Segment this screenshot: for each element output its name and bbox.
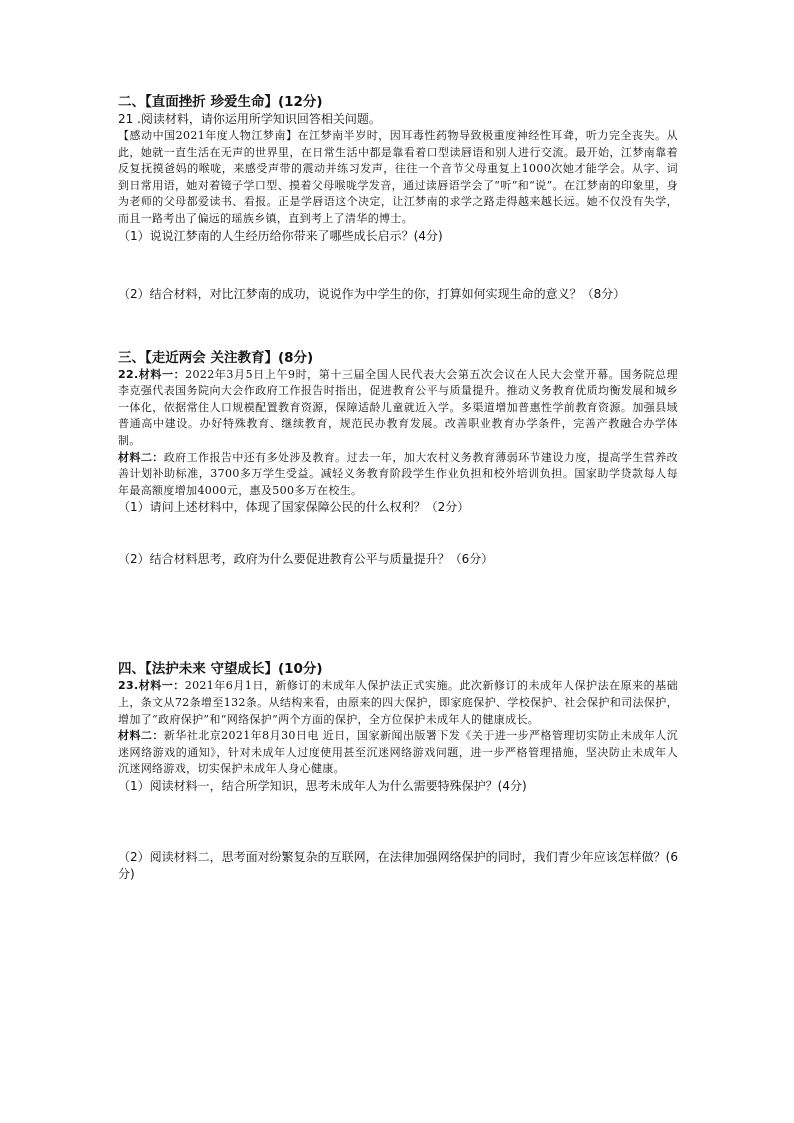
question-23-sub-2: （2）阅读材料二，思考面对纷繁复杂的互联网，在法律加强网络保护的同时，我们青少年应该怎样做？(6分)	[118, 849, 678, 881]
material-1-text: 2021年6月1日，新修订的未成年人保护法正式实施。此次新修订的未成年人保护法在原来的基础上，条文从72条增至132条。从结构来看，由原来的四大保护，即家庭保护、学校保护、社会保护和司法保护，增加了“政府保护”和“网络保护”两个方面的保护，全方位保护未成年人的健康成长。	[118, 679, 678, 726]
question-22-material-2	[118, 450, 678, 500]
exam-page	[118, 93, 678, 883]
answer-space	[118, 795, 678, 849]
section-3-heading: 三、【走近两会 关注教育】(8分)	[118, 349, 314, 366]
answer-space	[118, 303, 678, 349]
question-22-sub-2: （2）结合材料思考，政府为什么要促进教育公平与质量提升？（6分）	[118, 552, 494, 567]
answer-space	[118, 516, 678, 551]
material-2-label: 材料二：	[118, 450, 164, 464]
material-1-label: 23.材料一：	[118, 679, 185, 693]
section-4-heading: 四、【法护未来 守望成长】(10分)	[118, 661, 323, 678]
question-22-sub-1: （1）请问上述材料中，体现了国家保障公民的什么权利？（2分）	[118, 500, 470, 515]
answer-space	[118, 568, 678, 660]
material-1-label: 22.材料一：	[118, 367, 186, 381]
material-1-text: 2022年3月5日上午9时，第十三届全国人民代表大会第五次会议在人民大会堂开幕。国务院总理李克强代表国务院向大会作政府工作报告时指出，促进教育公平与质量提升。推动义务教育优质均衡发展和城乡一体化，依据常住人口规模配置教育资源，保障适龄儿童就近入学。多渠道增加普惠性学前教育资源。加强县域普通高中建设。办好特殊教育、继续教育，规范民办教育发展。改善职业教育办学条件，完善产教融合办学体制。	[118, 367, 678, 447]
material-2-text: 政府工作报告中还有多处涉及教育。过去一年，加大农村义务教育薄弱环节建设力度，提高学生营养改善计划补助标准，3700多万学生受益。减轻义务教育阶段学生作业负担和校外培训负担。国家助学贷款每人每年最高额度增加4000元，惠及500多万在校生。	[118, 450, 679, 497]
section-2-heading: 二、【直面挫折 珍爱生命】(12分)	[118, 94, 323, 110]
question-21-material: 【感动中国2021年度人物江梦南】在江梦南半岁时，因耳毒性药物导致极重度神经性耳聋，听力完全丧失。从此，她就一直生活在无声的世界里，在日常生活中都是靠看着口型读唇语和别人进行交流。最开始，江梦南靠着反复抚摸爸妈的喉咙，来感受声带的震动并练习发声，往往一个音节父母重复上1000次她才能学会。从字、词到日常用语，她对着镜子学口型、摸着父母喉咙学发音，通过读唇语学会了“听”和“说”。在江梦南的印象里，身为老师的父母都爱读书、看报。正是学唇语这个决定，让江梦南的求学之路走得越来越长远。她不仅没有失学，而且一路考出了偏远的瑶族乡镇，直到考上了清华的博士。	[118, 129, 678, 225]
question-23-material-1	[118, 678, 678, 728]
question-23-material-2	[118, 728, 678, 778]
question-22-material-1	[118, 367, 678, 450]
question-21-prompt: 21 .阅读材料，请你运用所学知识回答相关问题。	[118, 112, 381, 126]
question-21-sub-2: （2）结合材料，对比江梦南的成功，说说作为中学生的你，打算如何实现生命的意义？（8分）	[118, 286, 626, 301]
material-2-text: 新华社北京2021年8月30日电 近日，国家新闻出版署下发《关于进一步严格管理切实防止未成年人沉迷网络游戏的通知》，针对未成年人过度使用甚至沉迷网络游戏问题，进一步严格管理措施，坚决防止未成年人沉迷网络游戏，切实保护未成年人身心健康。	[118, 729, 678, 776]
material-2-label: 材料二：	[118, 729, 164, 743]
answer-space	[118, 245, 678, 286]
question-21-sub-1: （1）说说江梦南的人生经历给你带来了哪些成长启示？(4分)	[118, 228, 443, 243]
question-23-sub-1: （1）阅读材料一，结合所学知识，思考未成年人为什么需要特殊保护？(4分)	[118, 778, 527, 793]
